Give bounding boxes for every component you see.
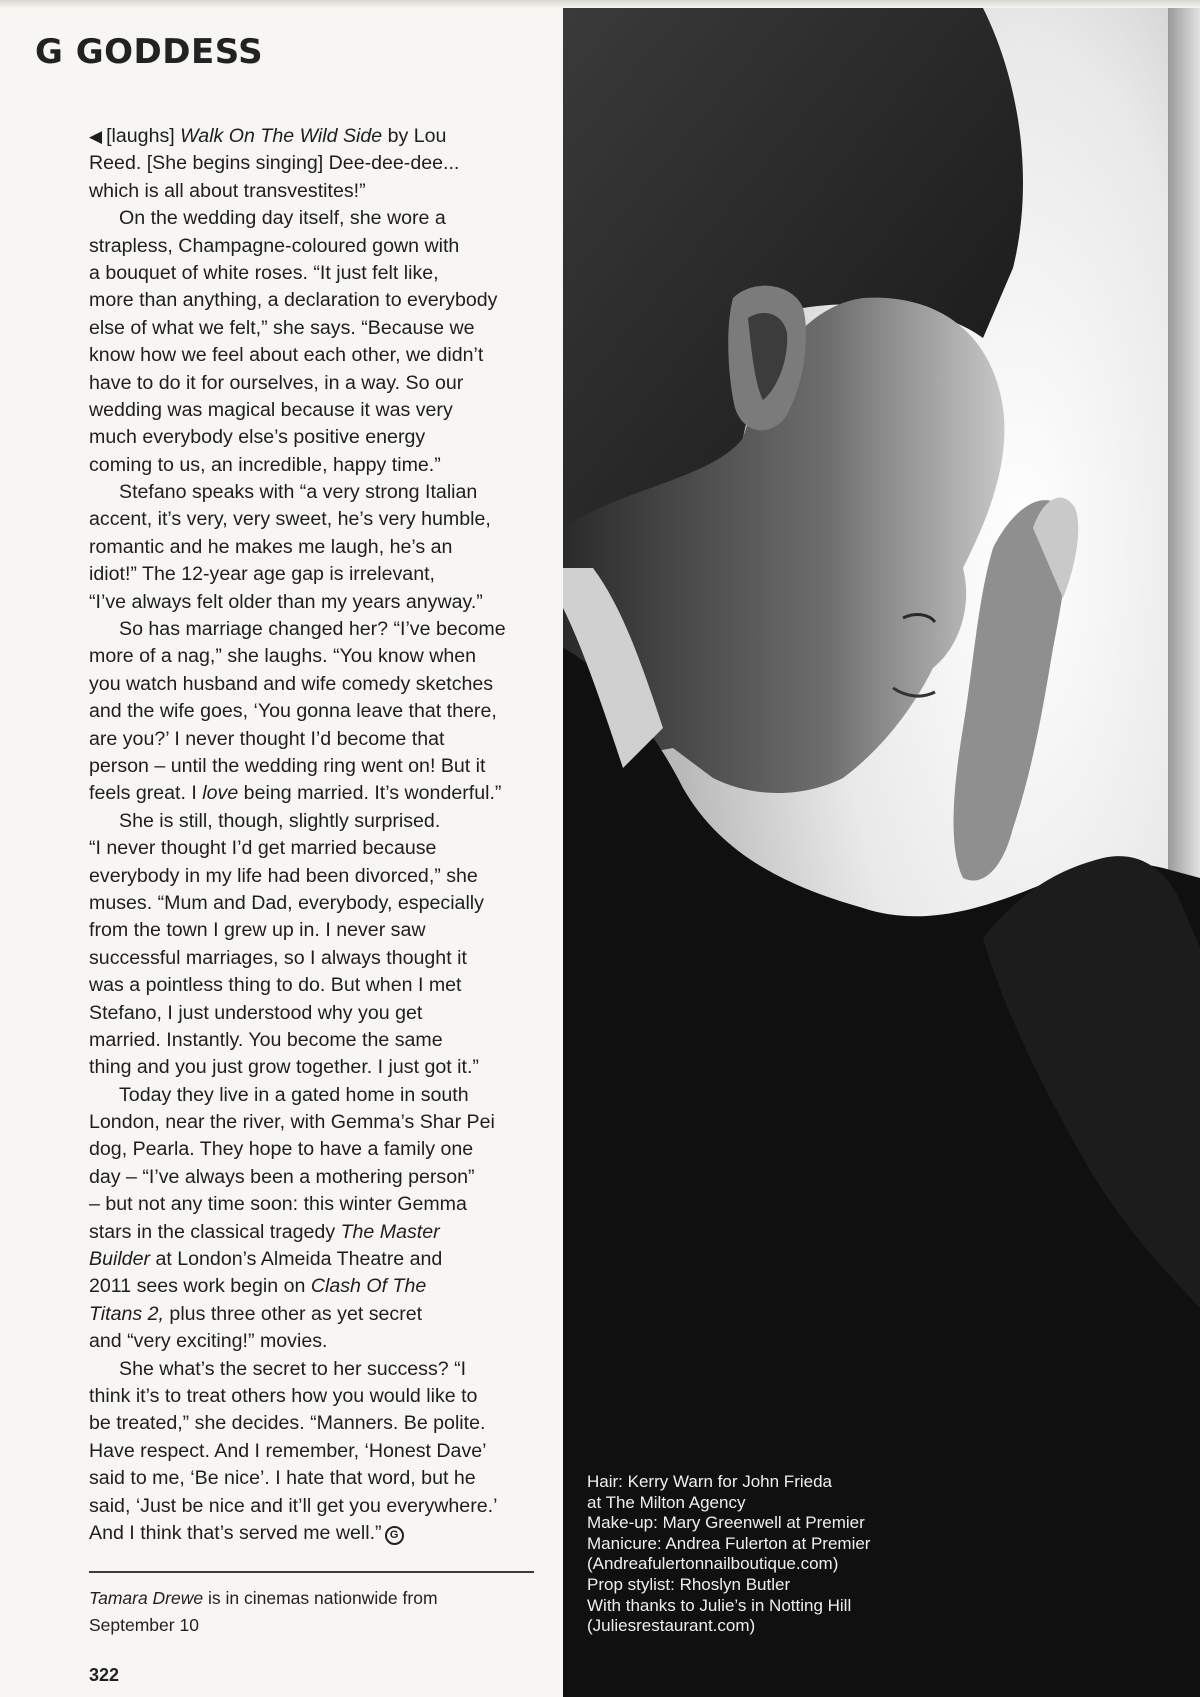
text-segment: idiot!” The 12-year age gap is irrelevant,	[89, 563, 435, 586]
credit-line: Manicure: Andrea Fulerton at Premier	[587, 1533, 871, 1553]
article-line	[89, 1027, 539, 1054]
italic-text: love	[202, 782, 239, 805]
section-title: G GODDESS	[35, 32, 264, 72]
g-logo-icon: G	[385, 1526, 404, 1545]
article-line	[89, 698, 539, 725]
article-line	[89, 1219, 539, 1246]
article-line	[89, 506, 539, 533]
text-segment: “I never thought I’d get married because	[89, 837, 437, 860]
article-line	[89, 616, 539, 643]
article-line	[89, 1191, 539, 1218]
article-line	[89, 1410, 539, 1437]
article-line	[89, 890, 539, 917]
text-segment: married. Instantly. You become the same	[89, 1028, 443, 1051]
article-line	[89, 1082, 539, 1109]
article-line	[89, 808, 539, 835]
article-line	[89, 1520, 539, 1547]
text-segment: from the town I grew up in. I never saw	[89, 919, 426, 942]
credit-line: at The Milton Agency	[587, 1492, 746, 1512]
text-segment: know how we feel about each other, we didn’t	[89, 344, 484, 367]
text-segment: you watch husband and wife comedy sketches	[89, 672, 494, 695]
article-line	[89, 534, 539, 561]
text-segment: And I think that’s served me well.”	[89, 1521, 382, 1544]
article-line	[89, 863, 539, 890]
text-segment: She is still, though, slightly surprised.	[119, 809, 441, 832]
text-segment: more than anything, a declaration to everybody	[89, 289, 498, 312]
credit-line: Make-up: Mary Greenwell at Premier	[587, 1513, 865, 1533]
text-segment: London, near the river, with Gemma’s Shar Pei	[89, 1111, 495, 1134]
text-segment: coming to us, an incredible, happy time.”	[89, 453, 441, 476]
article-line	[89, 643, 539, 670]
text-segment: Reed. [She begins singing] Dee-dee-dee...	[89, 152, 460, 175]
divider-rule	[89, 1571, 534, 1573]
text-segment: are you?’ I never thought I’d become that	[89, 727, 445, 750]
article-line	[89, 315, 539, 342]
italic-text: Walk On The Wild Side	[180, 125, 383, 147]
italic-text: The Master	[340, 1220, 440, 1243]
text-segment: wedding was magical because it was very	[89, 398, 453, 421]
text-segment: and “very exciting!” movies.	[89, 1330, 328, 1353]
text-segment: romantic and he makes me laugh, he’s an	[89, 535, 453, 558]
article-line	[89, 260, 539, 287]
text-segment: else of what we felt,” she says. “Because we	[89, 316, 475, 339]
text-segment: much everybody else’s positive energy	[89, 426, 426, 449]
article-line	[89, 178, 539, 205]
text-segment: thing and you just grow together. I just got it.”	[89, 1056, 479, 1079]
italic-text: Builder	[89, 1248, 150, 1271]
text-segment: day – “I’ve always been a mothering person”	[89, 1165, 475, 1188]
article-line	[89, 835, 539, 862]
text-segment: accent, it’s very, very sweet, he’s very humble,	[89, 508, 491, 531]
text-segment: everybody in my life had been divorced,” she	[89, 864, 478, 887]
text-segment: be treated,” she decides. “Manners. Be polite.	[89, 1412, 486, 1435]
article-line	[89, 561, 539, 588]
text-segment: which is all about transvestites!”	[89, 179, 366, 202]
article-line	[89, 1054, 539, 1081]
footnote-film-title: Tamara Drewe	[89, 1588, 204, 1608]
portrait-illustration	[563, 8, 1200, 1697]
article-line	[89, 1164, 539, 1191]
article-line	[89, 233, 539, 260]
text-segment: at London’s Almeida Theatre and	[150, 1248, 443, 1271]
article-line	[89, 1493, 539, 1520]
article-line	[89, 287, 539, 314]
text-segment: think it’s to treat others how you would like to	[89, 1384, 478, 1407]
text-segment: – but not any time soon: this winter Gemma	[89, 1193, 467, 1216]
article-line	[89, 342, 539, 369]
text-segment: by Lou	[382, 125, 447, 147]
article-line	[89, 1301, 539, 1328]
text-segment: stars in the classical tragedy	[89, 1220, 341, 1243]
article-line	[89, 945, 539, 972]
portrait-photo-icon	[563, 8, 1200, 1697]
article-line	[89, 671, 539, 698]
text-segment: strapless, Champagne-coloured gown with	[89, 234, 460, 257]
text-segment: Today they live in a gated home in south	[119, 1083, 469, 1106]
italic-text: Titans 2,	[89, 1302, 164, 1325]
text-segment: person – until the wedding ring went on! But it	[89, 754, 486, 777]
article-line	[89, 452, 539, 479]
credit-line: (Andreafulertonnailboutique.com)	[587, 1554, 839, 1574]
text-segment: dog, Pearla. They hope to have a family one	[89, 1138, 474, 1161]
text-segment: She what’s the secret to her success? “I	[119, 1357, 467, 1380]
article-line	[89, 780, 539, 807]
credit-line: Prop stylist: Rhoslyn Butler	[587, 1574, 791, 1594]
text-segment: Stefano speaks with “a very strong Italian	[119, 481, 478, 504]
text-segment: successful marriages, so I always thought it	[89, 946, 467, 969]
article-line	[89, 726, 539, 753]
article-line	[89, 753, 539, 780]
credit-line: Hair: Kerry Warn for John Frieda	[587, 1472, 832, 1491]
article-line	[89, 1109, 539, 1136]
text-segment: have to do it for ourselves, in a way. So our	[89, 371, 464, 394]
article-line	[89, 370, 539, 397]
article-line	[89, 917, 539, 944]
article-line	[89, 589, 539, 616]
text-segment: 2011 sees work begin on	[89, 1275, 311, 1298]
article-line	[89, 1273, 539, 1300]
article-line	[89, 1136, 539, 1163]
text-segment: plus three other as yet secret	[163, 1302, 423, 1325]
article-line	[89, 1383, 539, 1410]
text-segment: said to me, ‘Be nice’. I hate that word, but he	[89, 1467, 476, 1490]
footnote	[89, 1585, 539, 1639]
article-line	[89, 123, 539, 150]
article-line	[89, 205, 539, 232]
credit-line: With thanks to Julie’s in Notting Hill	[587, 1595, 852, 1615]
article-line	[89, 1465, 539, 1492]
photo-credits	[587, 1472, 1007, 1637]
article-line	[89, 424, 539, 451]
text-segment: was a pointless thing to do. But when I met	[89, 974, 462, 997]
article-line	[89, 1328, 539, 1355]
page-edge	[0, 0, 1200, 8]
text-segment: “I’ve always felt older than my years anyway.”	[89, 590, 483, 613]
article-line	[89, 1356, 539, 1383]
article-line	[89, 397, 539, 424]
article-line	[89, 479, 539, 506]
text-segment: muses. “Mum and Dad, everybody, especially	[89, 891, 484, 914]
left-triangle-arrow-icon: ◀	[89, 127, 103, 146]
text-segment: Stefano, I just understood why you get	[89, 1001, 423, 1024]
credit-line: (Juliesrestaurant.com)	[587, 1616, 756, 1636]
text-segment: On the wedding day itself, she wore a	[119, 207, 446, 230]
article-body	[89, 123, 539, 1547]
article-line	[89, 150, 539, 177]
footnote-text: is in cinemas nationwide from	[203, 1588, 438, 1608]
article-line	[89, 1246, 539, 1273]
text-segment: [laughs]	[106, 125, 181, 147]
page-number: 322	[89, 1665, 120, 1685]
article-line	[89, 1000, 539, 1027]
text-segment: said, ‘Just be nice and it’ll get you everywhere.’	[89, 1494, 498, 1517]
text-segment: feels great. I	[89, 782, 203, 805]
footnote-date: September 10	[89, 1615, 199, 1635]
article-line	[89, 1438, 539, 1465]
text-segment: more of a nag,” she laughs. “You know when	[89, 645, 477, 668]
text-segment: and the wife goes, ‘You gonna leave that there,	[89, 700, 497, 723]
article-line	[89, 972, 539, 999]
italic-text: Clash Of The	[310, 1275, 427, 1298]
text-segment: So has marriage changed her? “I’ve become	[119, 618, 506, 641]
text-segment: a bouquet of white roses. “It just felt like,	[89, 261, 439, 284]
text-segment: being married. It’s wonderful.”	[238, 782, 502, 805]
text-segment: Have respect. And I remember, ‘Honest Dave’	[89, 1439, 487, 1462]
